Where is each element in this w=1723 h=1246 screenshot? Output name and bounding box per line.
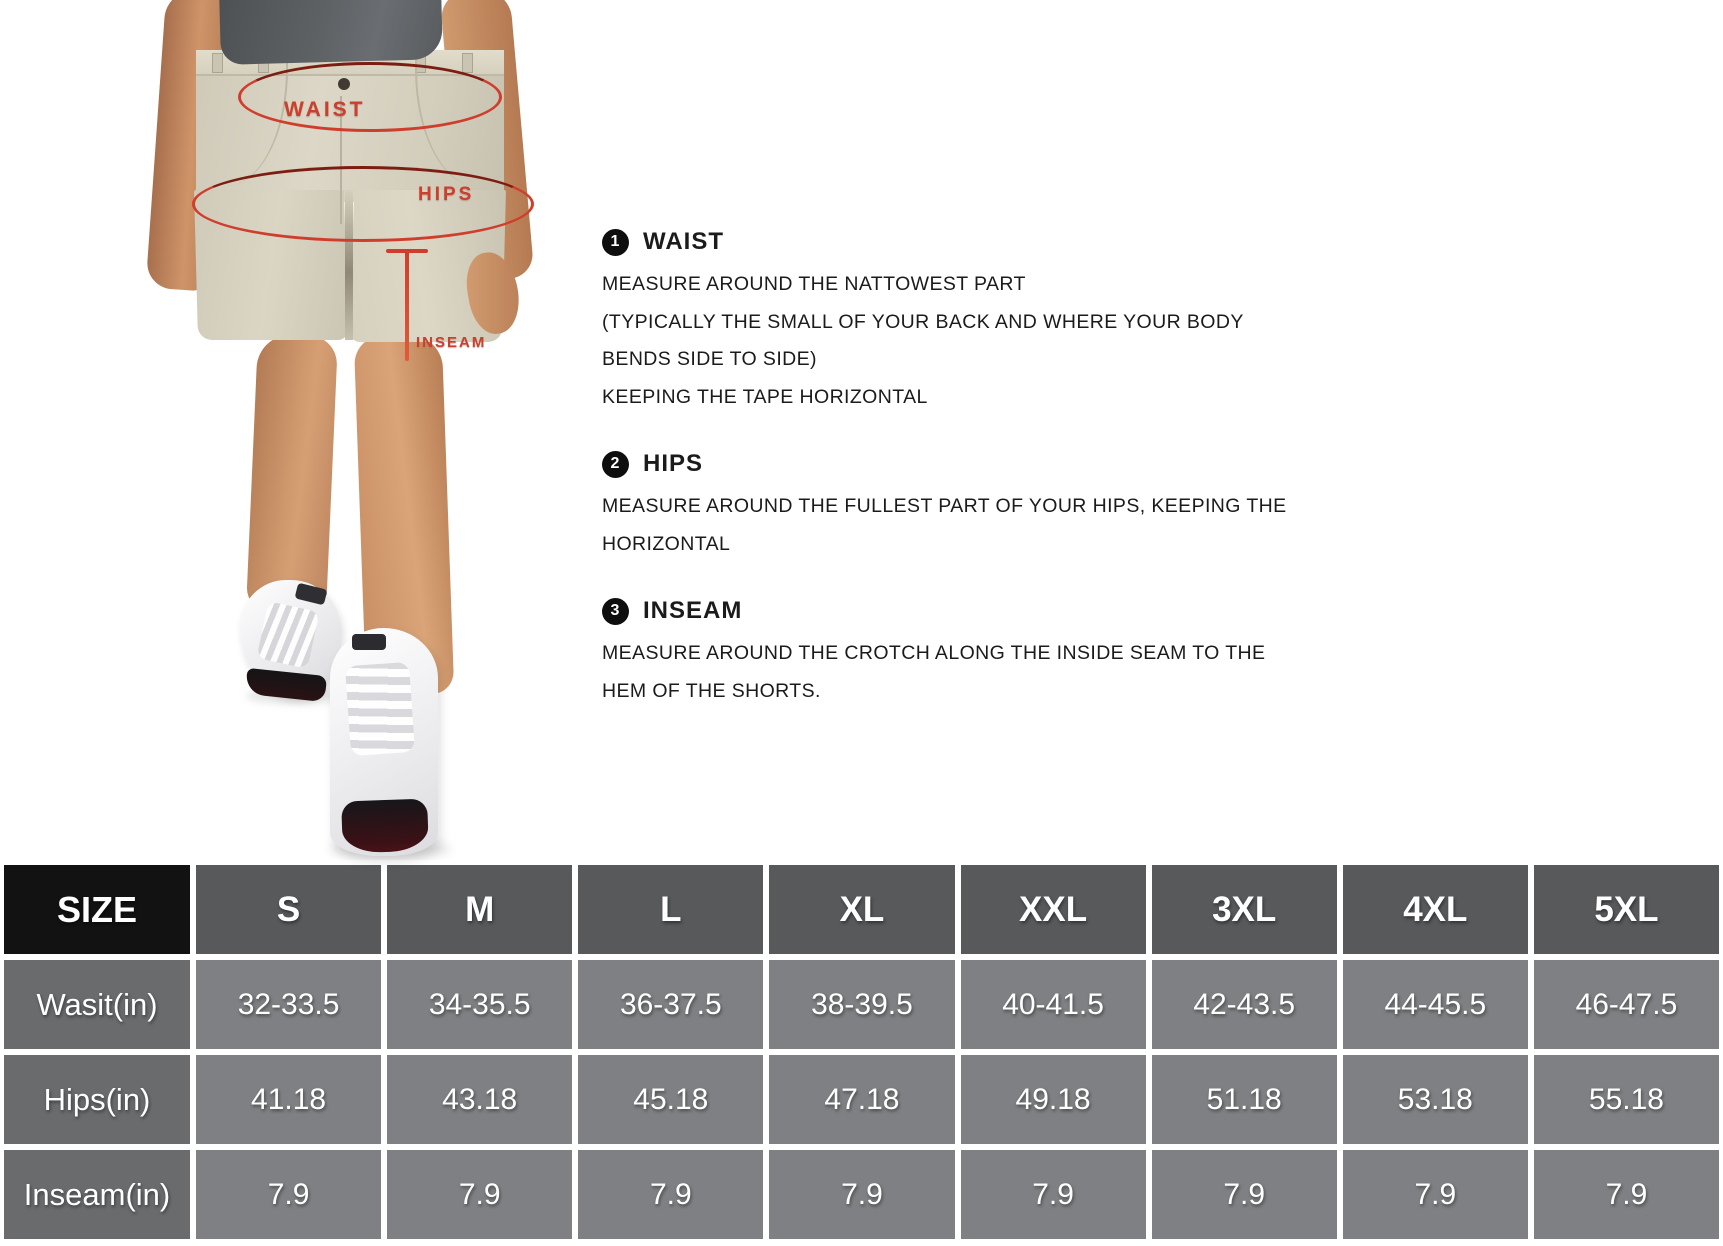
size-chart-header-cell: M	[387, 865, 572, 954]
size-chart-header-cell: L	[578, 865, 763, 954]
step-heading	[602, 597, 1382, 625]
inseam-annotation-label: INSEAM	[416, 334, 487, 351]
step-body	[602, 266, 1382, 416]
size-chart-cell: 53.18	[1343, 1055, 1528, 1144]
size-chart-cell: 7.9	[1343, 1150, 1528, 1239]
size-chart-cell: 45.18	[578, 1055, 763, 1144]
step-title: HIPS	[643, 450, 704, 477]
size-chart-cell: 47.18	[769, 1055, 954, 1144]
waist-annotation-label: WAIST	[284, 98, 366, 121]
step-text-line: HORIZONTAL	[602, 532, 731, 555]
size-chart-cell: 43.18	[387, 1055, 572, 1144]
step-body	[602, 635, 1382, 710]
size-chart-table	[0, 860, 1723, 1246]
step-heading	[602, 228, 1382, 256]
size-chart-cell: 41.18	[196, 1055, 381, 1144]
size-chart-header-cell: XXL	[961, 865, 1146, 954]
step-heading	[602, 450, 1382, 478]
size-chart-header-cell: XL	[769, 865, 954, 954]
size-chart-header-cell: 5XL	[1534, 865, 1719, 954]
size-chart-cell: 55.18	[1534, 1055, 1719, 1144]
size-chart-cell: 49.18	[961, 1055, 1146, 1144]
hips-annotation-label: HIPS	[418, 184, 475, 205]
size-chart-cell: 32-33.5	[196, 960, 381, 1049]
step-number-badge: 2	[602, 451, 629, 478]
size-chart-row-label: Hips(in)	[4, 1055, 190, 1144]
size-chart-cell: 40-41.5	[961, 960, 1146, 1049]
size-chart-cell: 36-37.5	[578, 960, 763, 1049]
model-photo	[0, 0, 600, 860]
size-chart-row-label: Wasit(in)	[4, 960, 190, 1049]
instruction-step-waist	[602, 228, 1382, 416]
step-number-badge: 3	[602, 598, 629, 625]
size-chart-header-cell: 4XL	[1343, 865, 1528, 954]
step-text-line: MEASURE AROUND THE CROTCH ALONG THE INSIDE SEAM TO THE	[602, 642, 1266, 664]
heel-tab	[352, 634, 386, 650]
size-chart-cell: 7.9	[196, 1150, 381, 1239]
step-text-line: KEEPING THE TAPE HORIZONTAL	[602, 385, 928, 408]
size-chart-cell: 42-43.5	[1152, 960, 1337, 1049]
step-text-line: (TYPICALLY THE SMALL OF YOUR BACK AND WHERE YOUR BODY	[602, 310, 1244, 333]
hips-ellipse-annotation	[192, 166, 534, 242]
shoe-laces	[345, 662, 415, 756]
size-chart-header-cell: SIZE	[4, 865, 190, 954]
size-chart-cell: 38-39.5	[769, 960, 954, 1049]
waist-ellipse-annotation	[238, 62, 502, 132]
step-text-line: MEASURE AROUND THE NATTOWEST PART	[602, 273, 1026, 295]
size-chart-header-cell: 3XL	[1152, 865, 1337, 954]
size-chart-cell: 44-45.5	[1343, 960, 1528, 1049]
step-text-line: MEASURE AROUND THE FULLEST PART OF YOUR HIPS, KEEPING THE	[602, 495, 1287, 517]
instruction-step-hips	[602, 450, 1382, 563]
size-chart-cell: 7.9	[961, 1150, 1146, 1239]
left-leg	[246, 333, 338, 614]
size-chart-cell: 7.9	[578, 1150, 763, 1239]
inseam-line-annotation	[405, 251, 409, 361]
size-chart-cell: 46-47.5	[1534, 960, 1719, 1049]
size-chart-row-label: Inseam(in)	[4, 1150, 190, 1239]
size-chart-header-cell: S	[196, 865, 381, 954]
size-chart-cell: 34-35.5	[387, 960, 572, 1049]
size-chart-cell: 7.9	[769, 1150, 954, 1239]
size-chart-cell: 51.18	[1152, 1055, 1337, 1144]
measuring-instructions	[602, 228, 1382, 710]
step-title: WAIST	[643, 228, 724, 255]
size-chart-cell: 7.9	[1534, 1150, 1719, 1239]
step-number-badge: 1	[602, 229, 629, 256]
size-chart-cell: 7.9	[1152, 1150, 1337, 1239]
size-chart-cell: 7.9	[387, 1150, 572, 1239]
step-title: INSEAM	[643, 597, 743, 624]
step-text-line: HEM OF THE SHORTS.	[602, 679, 821, 702]
instruction-step-inseam	[602, 597, 1382, 710]
shirt	[219, 0, 443, 65]
step-body	[602, 488, 1382, 563]
step-text-line: BENDS SIDE TO SIDE)	[602, 348, 817, 370]
